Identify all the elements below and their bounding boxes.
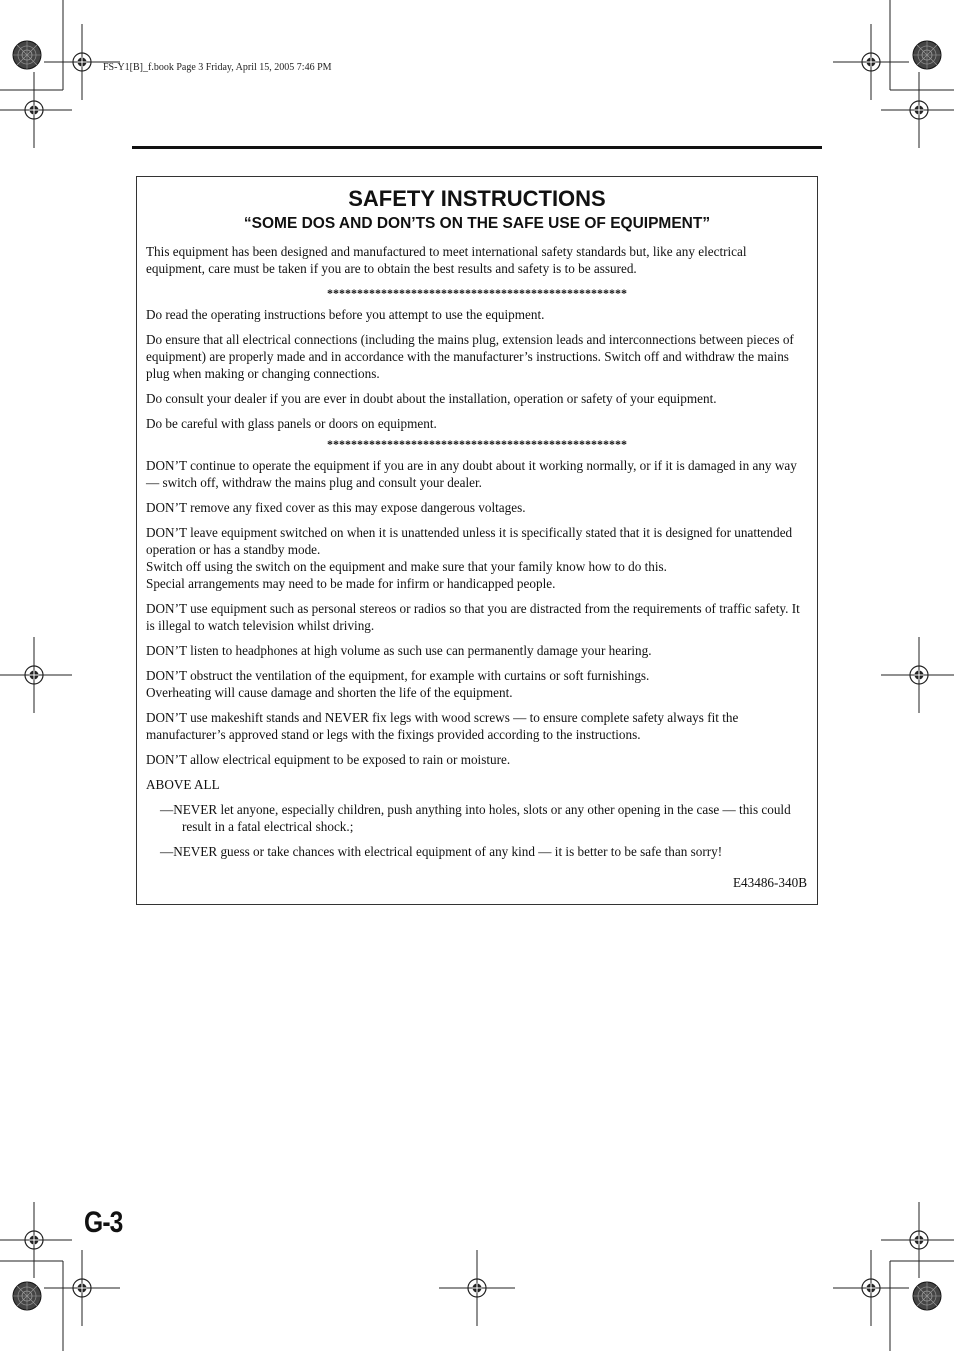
do-paragraph: Do be careful with glass panels or doors on equipment. xyxy=(146,416,437,431)
above-all-heading: ABOVE ALL xyxy=(146,777,220,792)
rosette-mark-icon xyxy=(13,1282,41,1310)
dont-paragraph: DON’T use equipment such as personal stereos or radios so that you are distracted from the requirements of traffic safety. It is illegal to watch television whilst driving. xyxy=(146,601,800,633)
dont-line: Special arrangements may need to be made for infirm or handicapped people. xyxy=(146,576,556,591)
do-paragraph: Do read the operating instructions before you attempt to use the equipment. xyxy=(146,307,545,322)
separator-stars: ************************************************** xyxy=(327,286,627,300)
rosette-mark-icon xyxy=(913,41,941,69)
registration-cross-icon xyxy=(0,1202,72,1278)
safety-title: SAFETY INSTRUCTIONS xyxy=(348,186,606,211)
registration-cross-icon xyxy=(439,1250,515,1326)
do-paragraph: Do consult your dealer if you are ever in doubt about the installation, operation or safety of your equipment. xyxy=(146,391,717,406)
intro-paragraph: This equipment has been designed and manufactured to meet international safety standards but, like any electrical equipment, care must be taken if you are to obtain the best results and safety is to be assured. xyxy=(146,244,747,276)
dont-line: Switch off using the switch on the equipment and make sure that your family know how to do this. xyxy=(146,559,667,574)
dont-paragraph: DON’T allow electrical equipment to be exposed to rain or moisture. xyxy=(146,752,511,767)
do-paragraph: Do ensure that all electrical connections (including the mains plug, extension leads and interconnections between pieces of equipment) are properly made and in accordance with the manufacturer’s instructions. Switch off and withdraw the mains plug when making or changing connections. xyxy=(146,332,794,381)
file-info-header: FS-Y1[B]_f.book Page 3 Friday, April 15, 2005 7:46 PM xyxy=(103,62,332,73)
rosette-mark-icon xyxy=(913,1282,941,1310)
dont-paragraph: DON’T listen to headphones at high volume as such use can permanently damage your hearing. xyxy=(146,643,652,658)
dont-line: DON’T leave equipment switched on when it is unattended unless it is specifically stated that it is designed for unattended operation or has a standby mode. xyxy=(146,525,793,557)
registration-cross-icon xyxy=(0,72,72,148)
registration-cross-icon xyxy=(881,72,954,148)
registration-cross-icon xyxy=(881,1202,954,1278)
never-item: —NEVER guess or take chances with electrical equipment of any kind — it is better to be safe than sorry! xyxy=(160,844,723,859)
registration-cross-icon xyxy=(44,24,120,100)
registration-cross-icon xyxy=(0,637,72,713)
reference-code: E43486-340B xyxy=(733,875,807,890)
dont-paragraph: DON’T use makeshift stands and NEVER fix legs with wood screws — to ensure complete safety always fit the manufacturer’s approved stand or legs with the fixings provided according to the instructions. xyxy=(146,710,739,742)
separator-stars: ************************************************** xyxy=(327,437,627,451)
rosette-mark-icon xyxy=(13,41,41,69)
registration-cross-icon xyxy=(833,24,909,100)
never-item: —NEVER let anyone, especially children, push anything into holes, slots or any other opening in the case — this could result in a fatal electrical shock.; xyxy=(160,802,791,834)
dont-line: Overheating will cause damage and shorten the life of the equipment. xyxy=(146,685,513,700)
dont-paragraph: DON’T remove any fixed cover as this may expose dangerous voltages. xyxy=(146,500,526,515)
safety-subtitle: “SOME DOS AND DON’TS ON THE SAFE USE OF EQUIPMENT” xyxy=(243,215,711,232)
registration-cross-icon xyxy=(881,637,954,713)
dont-paragraph: DON’T continue to operate the equipment if you are in any doubt about it working normally, or if it is damaged in any way — switch off, withdraw the mains plug and consult your dealer. xyxy=(146,458,797,490)
page-number: G-3 xyxy=(84,1206,123,1239)
dont-line: DON’T obstruct the ventilation of the equipment, for example with curtains or soft furnishings. xyxy=(146,668,650,683)
